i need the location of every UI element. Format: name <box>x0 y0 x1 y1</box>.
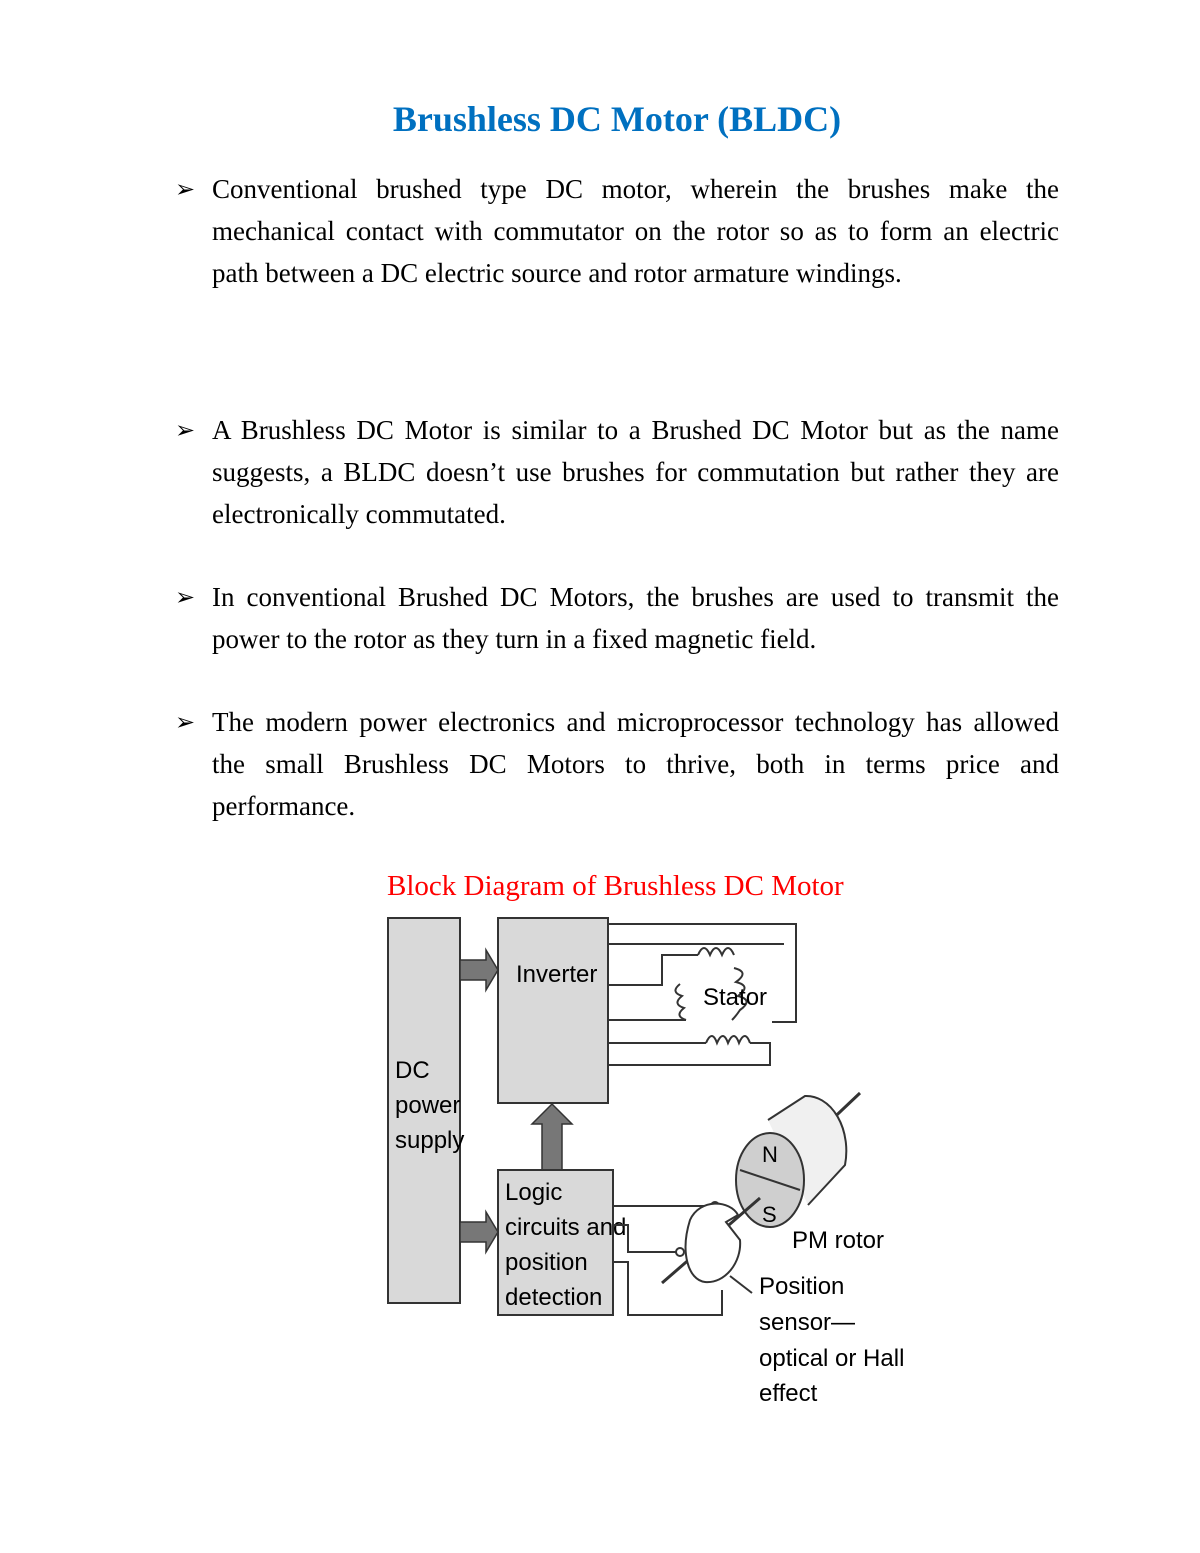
inverter-wiring <box>608 924 796 1065</box>
bullet-text: In conventional Brushed DC Motors, the brushes are used to transmit the power to the rotor as they turn in a fixed magnetic field. <box>212 582 1059 654</box>
page-title: Brushless DC Motor (BLDC) <box>392 99 842 139</box>
power-arrow-icon <box>460 1212 498 1252</box>
bullet-text: The modern power electronics and microprocessor technology has allowed the small Brushless DC Motors to thrive, both in terms price and performance. <box>212 707 1059 821</box>
rotor-south-label: S <box>762 1202 777 1227</box>
position-sensor-label: sensor— <box>759 1309 856 1336</box>
feedback-arrow-icon <box>532 1104 572 1170</box>
arrow-bullet-icon: ➢ <box>175 708 196 736</box>
dc-supply-label: supply <box>395 1127 465 1154</box>
arrow-bullet-icon: ➢ <box>175 583 196 611</box>
position-sensor-label: Position <box>759 1273 845 1300</box>
inverter-block <box>498 918 608 1103</box>
arrow-bullet-icon: ➢ <box>175 416 196 444</box>
position-sensor-label: optical or Hall <box>759 1345 905 1372</box>
position-sensor-label: effect <box>759 1380 818 1407</box>
logic-label: position <box>505 1249 588 1276</box>
power-arrow-icon <box>460 950 498 990</box>
logic-label: detection <box>505 1284 603 1311</box>
diagram-caption: Block Diagram of Brushless DC Motor <box>387 870 844 902</box>
inverter-label: Inverter <box>516 961 598 988</box>
rotor-north-label: N <box>762 1142 778 1167</box>
logic-label: circuits and <box>505 1214 627 1241</box>
dc-supply-label: DC <box>395 1057 430 1084</box>
bullet-text: A Brushless DC Motor is similar to a Brushed DC Motor but as the name suggests, a BLDC doesn’t use brushes for commutation but rather they are electronically commutated. <box>212 415 1059 529</box>
logic-label: Logic <box>505 1179 563 1206</box>
pm-rotor-label: PM rotor <box>792 1227 885 1254</box>
stator-label: Stator <box>703 984 768 1011</box>
bullet-text: Conventional brushed type DC motor, wherein the brushes make the mechanical contact with commutator on the rotor so as to form an electric path between a DC electric source and rotor armature windings. <box>212 174 1059 288</box>
position-sensor-icon <box>686 1204 741 1283</box>
arrow-bullet-icon: ➢ <box>175 175 196 203</box>
dc-supply-label: power <box>395 1092 461 1119</box>
